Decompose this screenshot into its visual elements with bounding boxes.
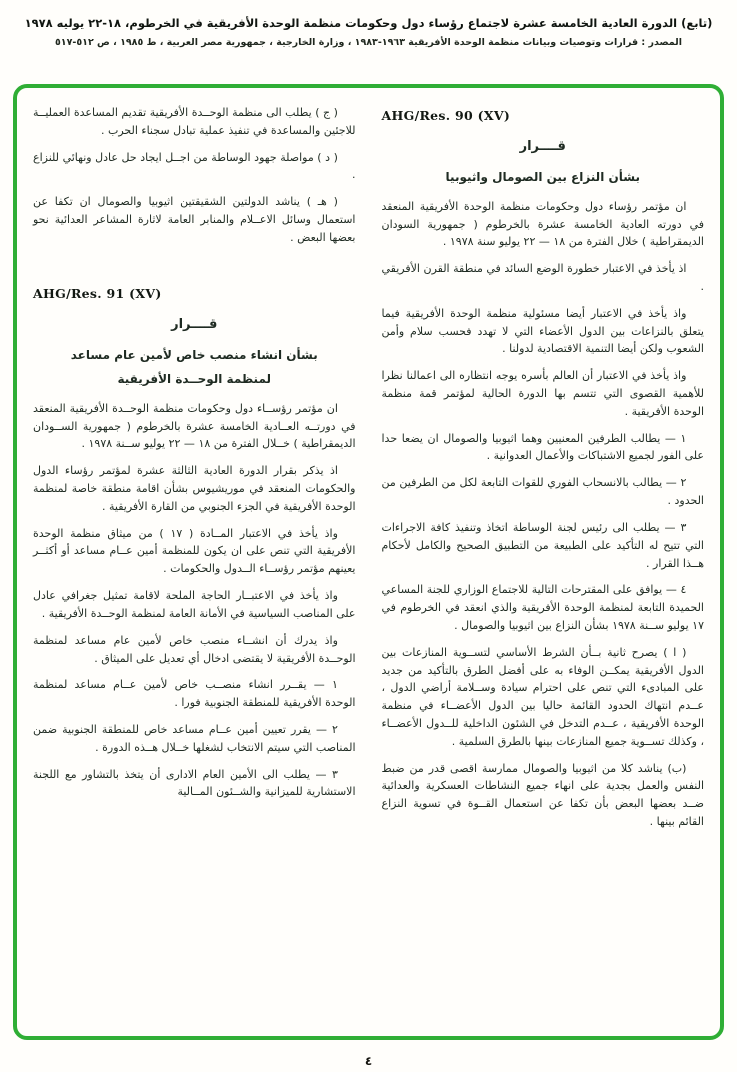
- resolution-90-number: AHG/Res. 90 (XV): [381, 108, 511, 123]
- paragraph: ٣ — يطلب الى رئيس لجنة الوساطة اتخاذ وتنفيذ كافة الاجراءات التي تتيح له التأكيد على الطبيعة من التطبيق الصحيح والكامل لأحكام هــذا القرار .: [381, 520, 704, 570]
- paragraph: ( ا ) يصرح ثانية بــأن الشرط الأساسي لتســوية المنازعات بين الدول الأفريقية يمكــن الوفاء به على أفضل الطرق بالتأكيد من جديد على المبادىء التي تنص على احترام سيادة وســلامة أراضي الدول ، عــدم انتهاك الحدود القائمة حاليا بين الدول الأعضــاء في منظمة الوحدة الأفريقية ، عــدم التدخل في الشئون الداخلية للــدول الأعضــاء ، وكذلك تســوية جميع المنازعات بينها بالطرق السلمية .: [381, 645, 704, 748]
- paragraph: ١ — يطالب الطرفين المعنيين وهما اثيوبيا والصومال ان يضعا حدا على الفور لجميع الاشتباكات والأعمال العدوانية .: [381, 431, 704, 463]
- page-number: ٤: [364, 1054, 373, 1068]
- two-column-layout: [33, 104, 704, 1026]
- paragraph: ٤ — يوافق على المقترحات التالية للاجتماع الوزاري للجنة المساعي الحميدة التابعة لمنظمة الوحدة الأفريقية والذي انعقد في الخرطوم في ١٧ يوليو ســنة ١٩٧٨ بشأن النزاع بين اثيوبيا والصومال .: [381, 583, 704, 632]
- paragraph: واذ يأخذ في الاعتبار أيضا مسئولية منظمة الوحدة الأفريقية فيما يتعلق بالنزاعات بين الدول الأعضاء التي لا تهدد فحسب سلام وأمن الشعوب ولكن أيضا التنمية الاقتصادية لدولنا .: [381, 306, 704, 356]
- resolution-90-heading: [382, 106, 705, 188]
- paragraph: اذ يذكر بقرار الدورة العادية الثالثة عشرة لمؤتمر رؤساء الدول والحكومات المنعقد في موريشيوس بشأن اقامة منطقة خاصة لمنظمة الوحدة الأفريقية في الجزء الجنوبي من القارة الأفريقية .: [33, 464, 356, 513]
- paragraph: (ب) يناشد كلا من اثيوبيا والصومال ممارسة اقصى قدر من ضبط النفس والعمل بجدية على انهاء جميع النشاطات العسكرية والعدائية ضــد بعضها البعض بأن تكفا عن استعمال القــوة في تسوية النزاع القائم بينها .: [381, 761, 704, 829]
- column-left-resolution-91: [33, 104, 356, 1026]
- paragraph: ان مؤتمر رؤساء دول وحكومات منظمة الوحدة الأفريقية المنعقد في دورته العادية الخامسة عشرة بالخرطوم ( جمهورية السودان الديمقراطية ) خلال الفترة من ١٨ — ٢٢ يوليو سنة ١٩٧٨ .: [381, 199, 704, 249]
- paragraph: ( هـ ) يناشد الدولتين الشقيقتين اثيوبيا والصومال ان تكفا عن استعمال وسائل الاعــلام والمنابر العامة لاثارة المشاعر العدائية نحو بعضها البعض .: [33, 195, 356, 244]
- paragraph: واذ يأخذ في الاعتبار المــادة ( ١٧ ) من ميثاق منظمة الوحدة الأفريقية التي تنص على ان يكون للمنظمة أمين عــام مساعد أو أكثــر يعينهم مؤتمر رؤســاء الــدول والحكومات .: [33, 526, 356, 576]
- section-spacer: [33, 256, 356, 282]
- header-session-title: (تابع) الدورة العادية الخامسة عشرة لاجتماع رؤساء دول وحكومات منظمة الوحدة الأفريقية في الخرطوم، ١٨-٢٢ يوليه ١٩٧٨: [24, 16, 713, 30]
- paragraph: واذ يأخذ في الاعتبــار الحاجة الملحة لاقامة تمثيل جغرافي عادل على المناصب السياسية في الأمانة العامة لمنظمة الوحــدة الأفريقية .: [33, 589, 356, 620]
- paragraph: ( د ) مواصلة جهود الوساطة من اجــل ايجاد حل عادل ونهائي للنزاع .: [33, 150, 356, 182]
- paragraph: ٣ — يطلب الى الأمين العام الادارى أن يتخذ بالتشاور مع اللجنة الاستشارية للميزانية والشــئون المــالية: [33, 767, 356, 799]
- paragraph: ٢ — يطالب بالانسحاب الفوري للقوات التابعة لكل من الطرفين من الحدود .: [381, 476, 704, 508]
- paragraph: واذ يدرك أن انشــاء منصب خاص لأمين عام مساعد لمنظمة الوحــدة الأفريقية لا يقتضى ادخال أي تعديل على الميثاق .: [33, 633, 356, 665]
- resolution-90-subtitle: بشأن النزاع بين الصومال واثيوبيا: [445, 170, 640, 185]
- paragraph: ( ج ) يطلب الى منظمة الوحــدة الأفريقية تقديم المساعدة العمليــة للاجئين والمساعدة في تنفيذ عملية تبادل سجناء الحرب .: [33, 106, 356, 137]
- resolution-91-heading: [33, 284, 356, 390]
- paragraph: اذ يأخذ في الاعتبار خطورة الوضع السائد في منطقة القرن الأفريقي .: [381, 262, 704, 293]
- document-header: [0, 0, 737, 51]
- paragraph: واذ يأخذ في الاعتبار أن العالم بأسره يوجه انتظاره الى اعمالنا نظرا للأهمية القصوى التي تتسم بها الدورة الحالية لمؤتمر قمة منظمة الوحدة الأفريقية .: [381, 369, 704, 418]
- green-border-frame: [13, 84, 724, 1040]
- column-right-resolution-90: [382, 104, 705, 1026]
- paragraph: ان مؤتمر رؤســاء دول وحكومات منظمة الوحــدة الأفريقية المنعقد في دورتــه العــادية الخامسة عشرة بالخرطوم ( جمهورية الســودان الديمقراطية ) خــلال الفترة من ١٨ — ٢٢ يوليو ســنة ١٩٧٨ .: [33, 401, 356, 451]
- resolution-91-subtitle-line1: بشأن انشاء منصب خاص لأمين عام مساعد: [70, 347, 318, 362]
- paragraph: ٢ — يقرر تعيين أمين عــام مساعد خاص للمنطقة الجنوبية ضمن المناصب التي سيتم الانتخاب لشغلها خــلال هــذه الدورة .: [33, 722, 356, 754]
- header-source-citation: المصدر : قرارات وتوصيات وبيانات منظمة الوحدة الأفريقية ١٩٦٣-١٩٨٣ ، وزارة الخارجية ، جمهورية مصر العربية ، ط ١٩٨٥ ، ص ٥١٢-٥١٧: [54, 36, 682, 48]
- resolution-91-subtitle-line2: لمنظمة الوحــدة الأفريقية: [117, 372, 271, 387]
- resolution-91-title: قــــرار: [171, 316, 218, 332]
- paragraph: ١ — يقــرر انشاء منصــب خاص لأمين عــام مساعد لمنظمة الوحدة الأفريقية للمنطقة الجنوبية فورا .: [33, 678, 356, 710]
- resolution-91-number: AHG/Res. 91 (XV): [33, 285, 162, 301]
- resolution-90-title: قــــرار: [519, 139, 566, 155]
